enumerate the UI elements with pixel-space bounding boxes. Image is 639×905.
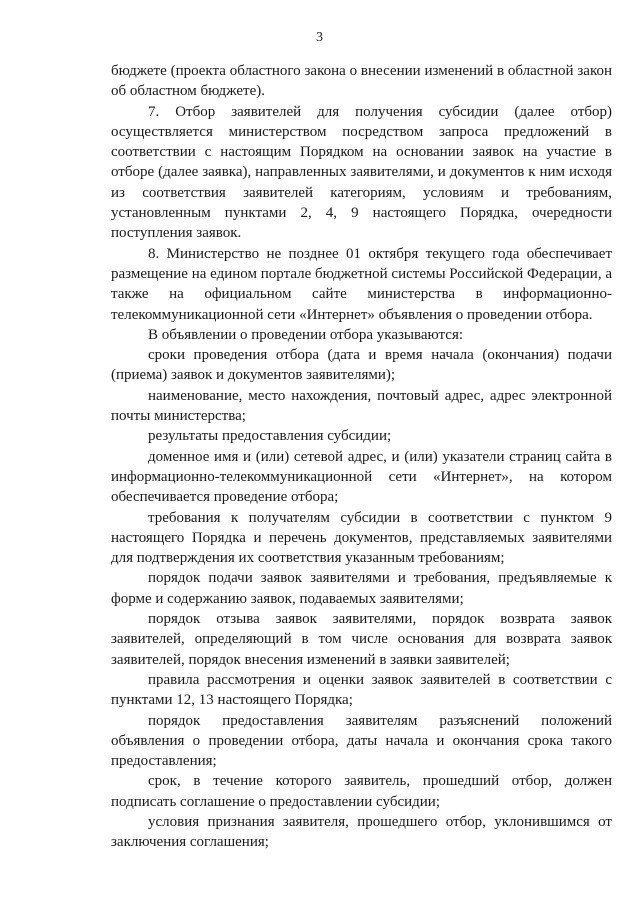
- list-item-domain-name: доменное имя и (или) сетевой адрес, и (или) указатели страниц сайта в информационно-телекоммуникационной сети «Интернет», на котором обеспечивается проведение отбора;: [111, 448, 612, 506]
- document-body: [111, 61, 612, 853]
- list-item-submission-procedure: порядок подачи заявок заявителями и требования, предъявляемые к форме и содержанию заявок, подаваемых заявителями;: [111, 570, 612, 607]
- list-item-ministry-contacts: наименование, место нахождения, почтовый адрес, адрес электронной почты министерства;: [111, 387, 612, 425]
- paragraph-clause-8: 8. Министерство не позднее 01 октября текущего года обеспечивает размещение на едином портале бюджетной системы Российской Федерации, а также на официальном сайте министерства в информационно-телекоммуникационной сети «Интернет» объявления о проведении отбора.: [111, 245, 612, 323]
- list-item-deadlines: сроки проведения отбора (дата и время начала (окончания) подачи (приема) заявок и документов заявителями);: [111, 347, 612, 384]
- list-item-requirements: требования к получателям субсидии в соответствии с пунктом 9 настоящего Порядка и перечень документов, представляемых заявителями для подтверждения их соответствия указанным требованиям;: [111, 509, 612, 567]
- list-item-clarifications: порядок предоставления заявителям разъяснений положений объявления о проведении отбора, даты начала и окончания срока такого предоставления;: [111, 712, 612, 770]
- list-item-signing-deadline: срок, в течение которого заявитель, прошедший отбор, должен подписать соглашение о предоставлении субсидии;: [111, 773, 612, 810]
- list-item-evasion-conditions: условия признания заявителя, прошедшего отбор, уклонившимся от заключения соглашения;: [111, 813, 612, 851]
- paragraph-announcement-intro: В объявлении о проведении отбора указываются:: [148, 326, 464, 343]
- paragraph-continuation: бюджете (проекта областного закона о внесении изменений в областной закон об областном бюджете).: [111, 63, 612, 100]
- list-item-results: результаты предоставления субсидии;: [148, 428, 392, 445]
- list-item-evaluation-rules: правила рассмотрения и оценки заявок заявителей в соответствии с пунктами 12, 13 настоящего Порядка;: [111, 671, 612, 709]
- paragraph-clause-7: 7. Отбор заявителей для получения субсидии (далее отбор) осуществляется министерством посредством запроса предложений в соответствии с настоящим Порядком на основании заявок на участие в отборе (далее заявка), направленных заявителями, и документов к ним исходя из соответствия заявителей категориям, условиям и требованиям, установленным пунктами 2, 4, 9 настоящего Порядка, очередности поступления заявок.: [111, 103, 612, 242]
- list-item-withdrawal-procedure: порядок отзыва заявок заявителями, порядок возврата заявок заявителей, определяющий в том числе основания для возврата заявок заявителей, порядок внесения изменений в заявки заявителей;: [111, 611, 612, 668]
- page-number: 3: [316, 30, 323, 45]
